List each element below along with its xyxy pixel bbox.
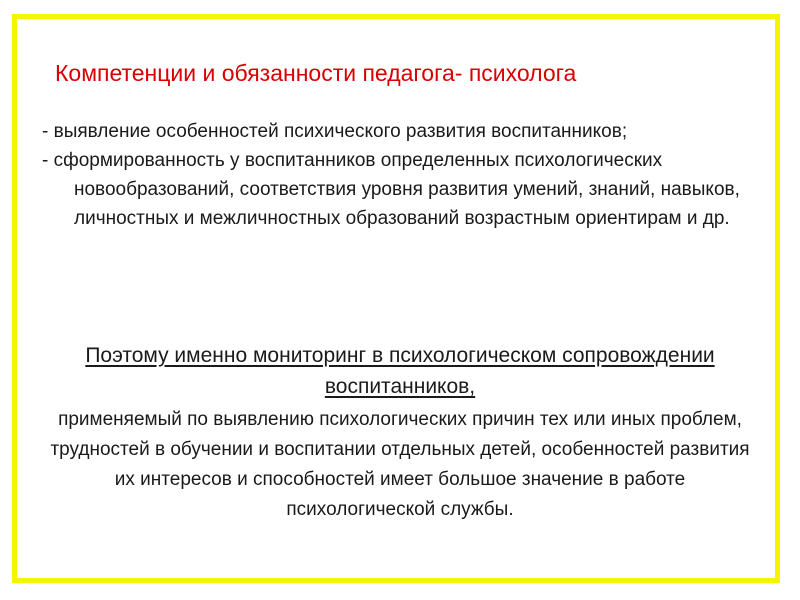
bullet-list [42,117,762,233]
emphasis-text: Поэтому именно мониторинг в психологическом сопровождении воспитанников, [85,344,715,398]
bullet-item-1: - выявление особенностей психического развития воспитанников; [42,121,628,142]
bullet-item-2: - сформированность у воспитанников определенных психологических новообразований, соответствия уровня развития умений, знаний, навыков, личностных и межличностных образований возрастным ориентирам и др. [42,150,740,229]
conclusion-paragraph [40,340,760,525]
body-text: применяемый по выявлению психологических причин тех или иных проблем, трудностей в обучении и воспитании отдельных детей, особенностей развития их интересов и способностей имеет большое значение в работе психологической службы. [50,409,750,520]
slide-title: Компетенции и обязанности педагога- психолога [55,60,577,86]
